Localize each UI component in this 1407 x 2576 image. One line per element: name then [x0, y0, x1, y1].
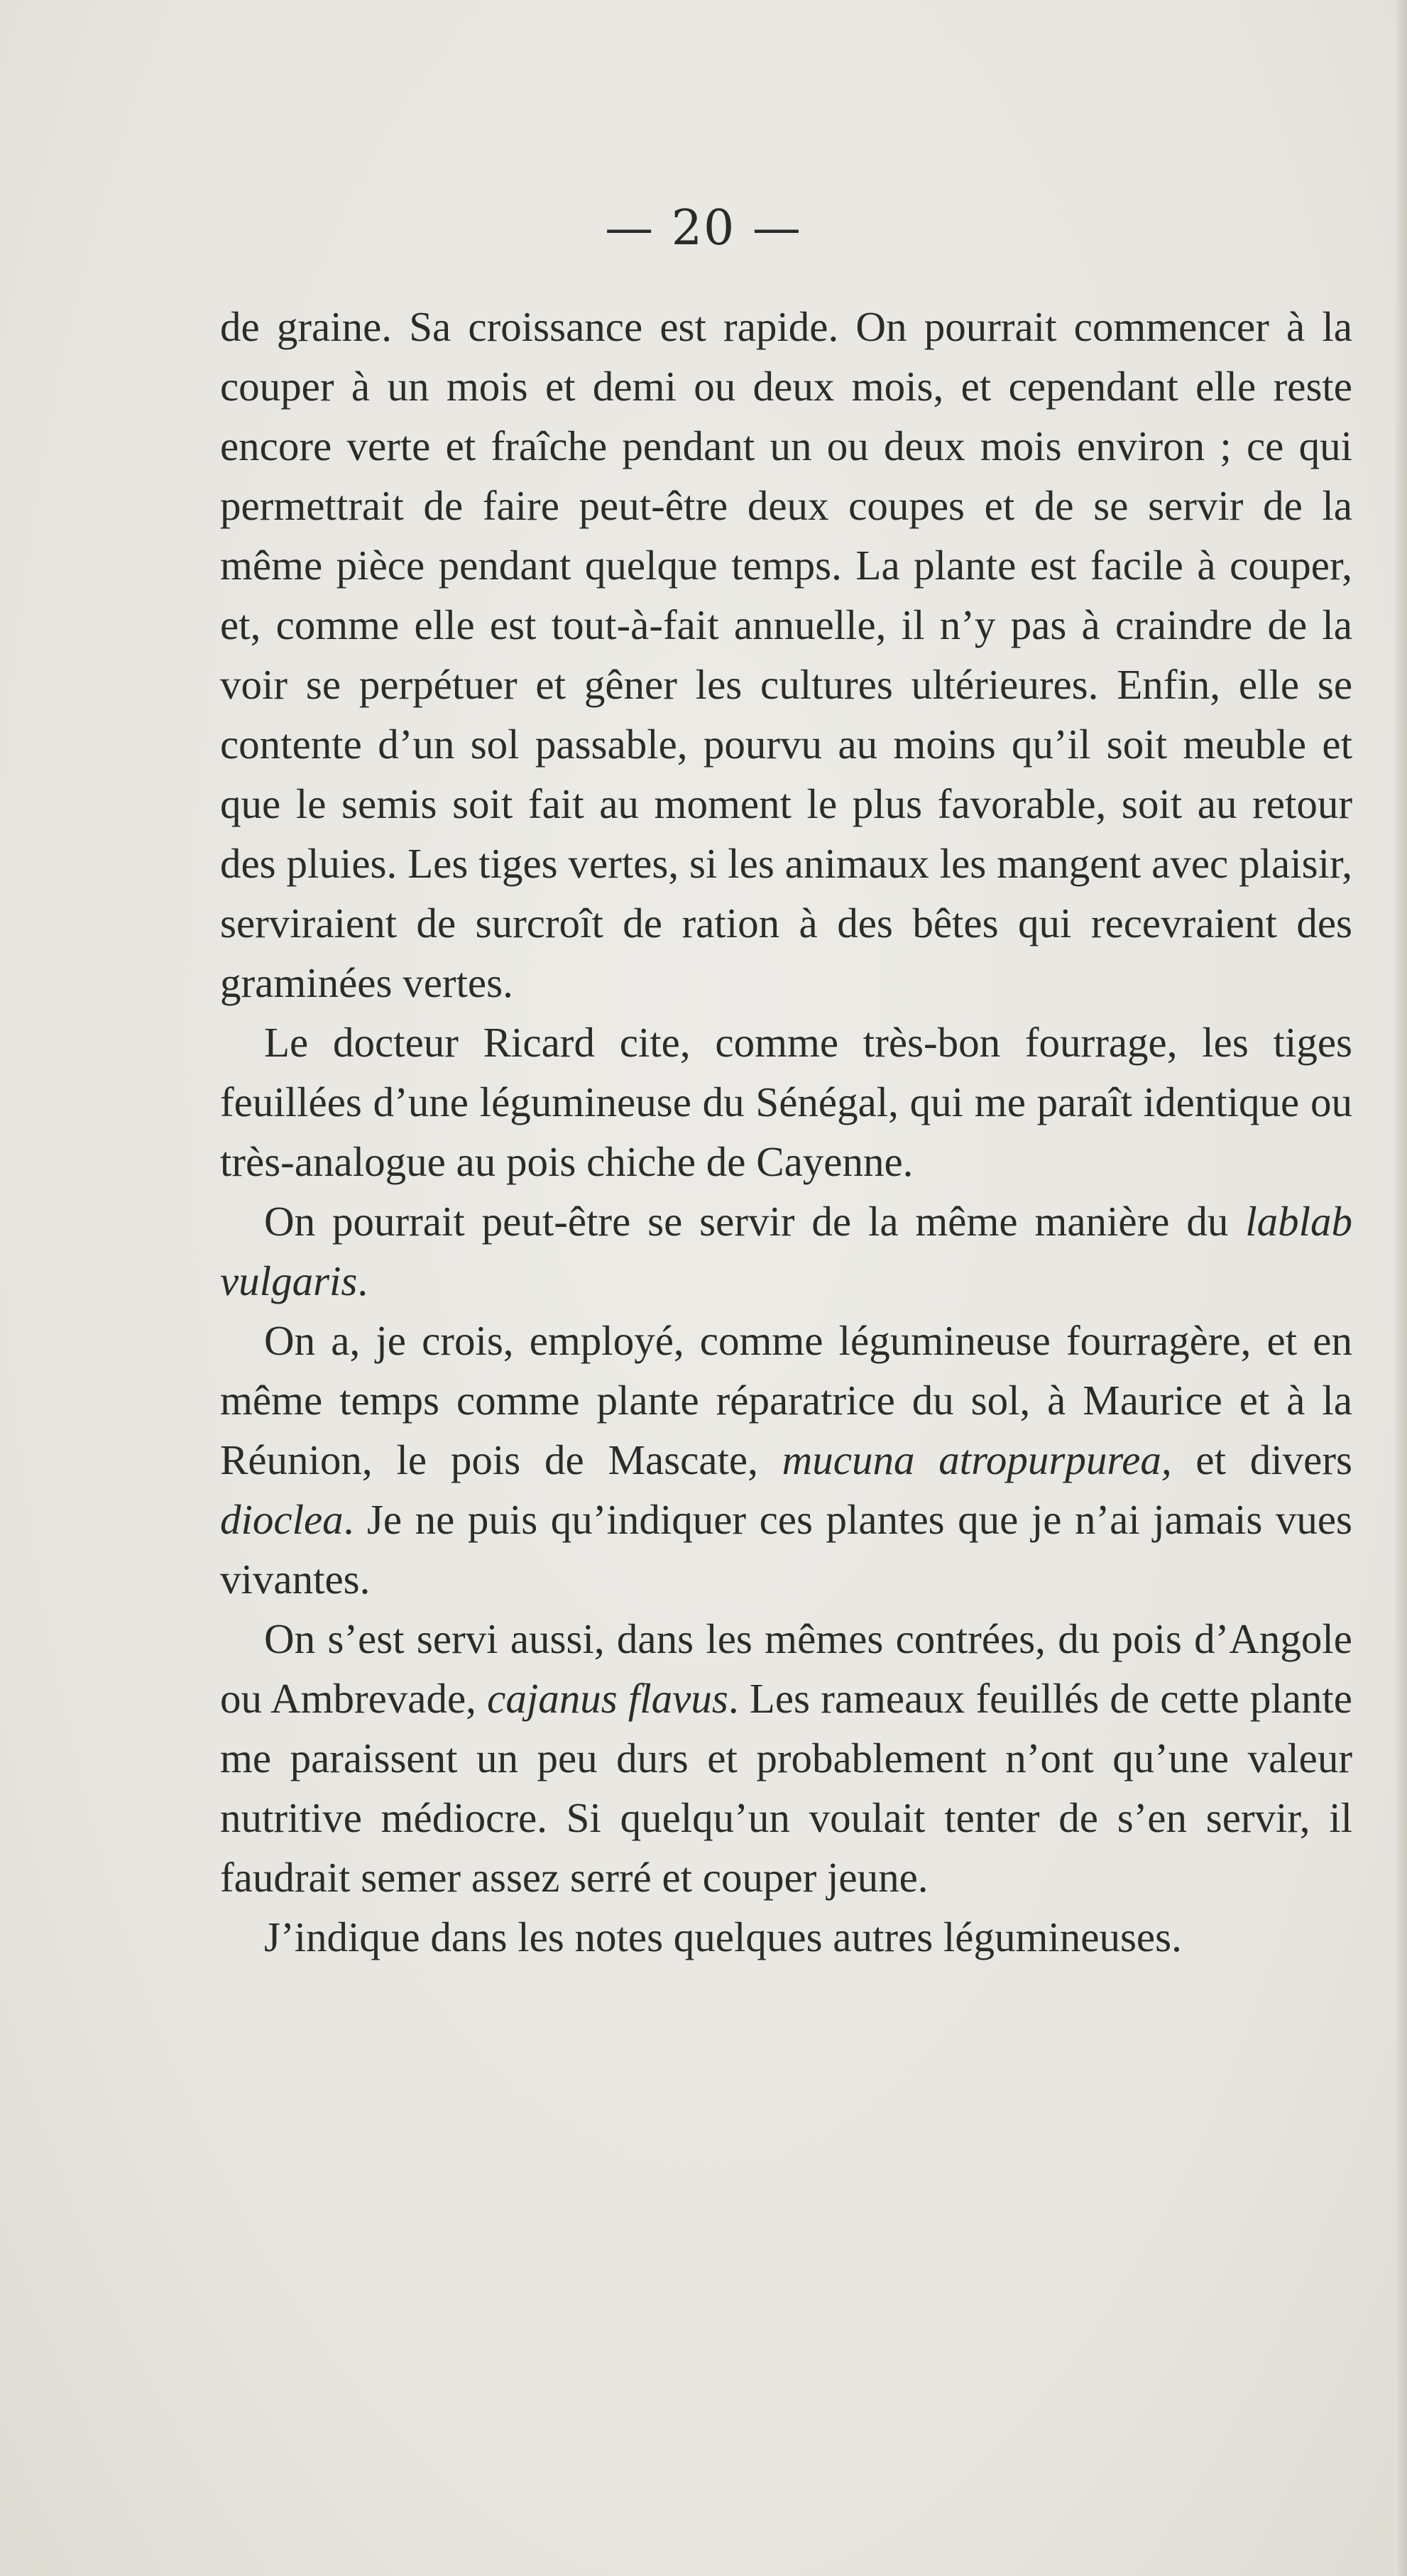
italic-term: cajanus flavus [487, 1675, 728, 1722]
italic-term: dioclea [220, 1496, 344, 1543]
text-run: de graine. Sa croissance est rapide. On pourrait commencer à la couper à un mois et demi ou deux mois, et cependant elle reste encore verte et fraîche pendant un ou deux mois environ ; ce qui permettrait de faire peut-être deux coupes et de se servir de la même pièce pendant quelque temps. La plante est facile à couper, et, comme elle est tout-à-fait annuelle, il n’y pas à craindre de la voir se perpétuer et gêner les cultures ultérieures. Enfin, elle se contente d’un sol passable, pourvu au moins qu’il soit meuble et que le semis soit fait au moment le plus favorable, soit au retour des pluies. Les tiges vertes, si les animaux les mangent avec plaisir, serviraient de surcroît de ration à des bêtes qui recevraient des graminées vertes. [220, 303, 1352, 1006]
paragraph [220, 1609, 1352, 1907]
paragraph [220, 297, 1352, 1013]
text-run: Le docteur Ricard cite, comme très-bon fourrage, les tiges feuillées d’une légumineuse du Sénégal, qui me paraît identique ou très-analogue au pois chiche de Cayenne. [220, 1019, 1352, 1185]
paragraph [220, 1907, 1352, 1967]
italic-term: lablab vulgaris [220, 1198, 1352, 1304]
text-run: On s’est servi aussi, dans les mêmes contrées, du pois d’Angole ou Ambrevade, [220, 1615, 1352, 1722]
text-run: On a, je crois, employé, comme légumineuse fourragère, et en même temps comme plante réparatrice du sol, à Maurice et à la Réunion, le pois de Mascate, [220, 1317, 1352, 1483]
text-run: On pourrait peut-être se servir de la même manière du [264, 1198, 1246, 1245]
body-text [220, 297, 1352, 1967]
text-run: . Je ne puis qu’indiquer ces plantes que je n’ai jamais vues vivantes. [220, 1496, 1352, 1603]
paragraph [220, 1013, 1352, 1191]
paragraph [220, 1191, 1352, 1311]
page-edge [1394, 0, 1407, 2576]
text-run: et divers [1171, 1436, 1352, 1483]
text-run: J’indique dans les notes quelques autres légumineuses. [264, 1914, 1182, 1960]
text-run: . [357, 1257, 368, 1304]
text-run: . Les rameaux feuillés de cette plante me paraissent un peu durs et probablement n’ont qu’une valeur nutritive médiocre. Si quelqu’un voulait tenter de s’en servir, il faudrait semer assez serré et couper jeune. [220, 1675, 1352, 1901]
paragraph [220, 1311, 1352, 1609]
page-number: — 20 — [605, 200, 802, 256]
italic-term: mucuna atropurpurea, [782, 1436, 1172, 1483]
